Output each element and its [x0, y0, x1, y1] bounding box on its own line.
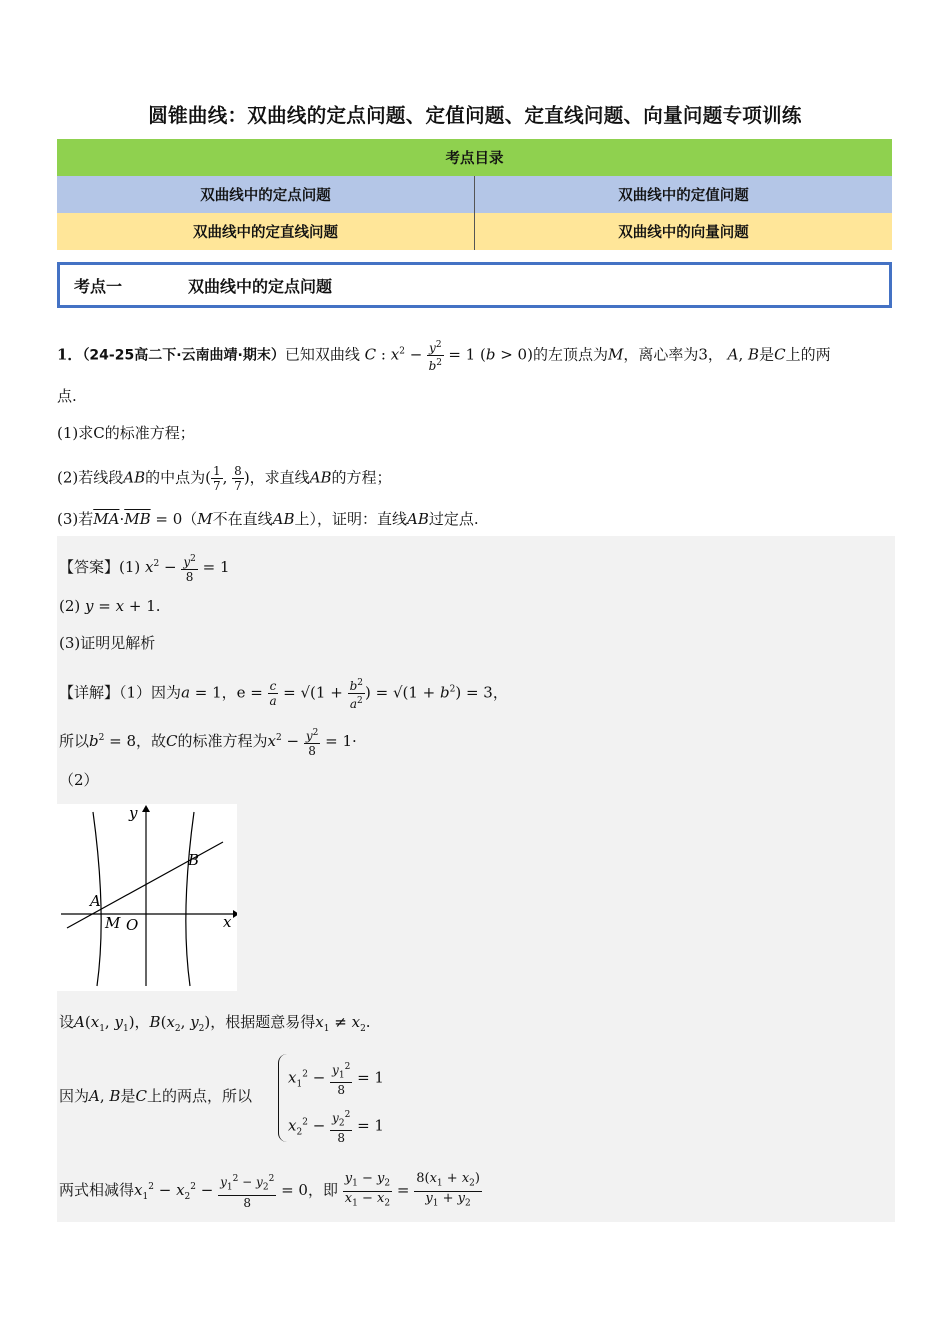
- section-header: [57, 262, 892, 308]
- page-title: 圆锥曲线：双曲线的定点问题、定值问题、定直线问题、向量问题专项训练: [148, 104, 802, 127]
- system-eq-2: $x_2^2$ − $\frac{y_2^2}{8}$ = 1: [288, 1110, 384, 1146]
- section-name: 双曲线中的定点问题: [188, 276, 333, 296]
- label-o: O: [126, 916, 139, 934]
- answer-1: 【答案】(1) $x^2$ − $\frac{y^2}{8}$ = 1: [59, 554, 230, 584]
- question-3: (3)若$\overline{MA}\cdot\overline{MB} = 0(M$不在直线AB上），证明：直线AB过定点.: [57, 510, 479, 528]
- hyperbola-figure: [57, 804, 237, 991]
- figure-background: [57, 804, 237, 991]
- detail-line-subtract: 两式相减得$x_1^2 - x_2^2$ − $\frac{y_1^2 - y_2^2}{8}$ = 0，即 $\frac{y_1 - y_2}{x_1 - x_2}$ = $\frac{8(x_1 + x_2)}{y_1 + y_2}$: [59, 1171, 480, 1210]
- problem-line-1: 1．（24-25高二下·云南曲靖·期末）已知双曲线 C : $x^2$ − $\frac{y^2}{b^2}$ = 1 (b > 0)的左顶点为M，离心率为3， A, B是C上的两: [57, 340, 831, 373]
- detail-line-because: 因为A, B是C上的两点，所以: [59, 1087, 252, 1105]
- system-eq-1: $x_1^2$ − $\frac{y_1^2}{8}$ = 1: [288, 1062, 384, 1098]
- detail-line-2: 所以$b^2 = 8$，故C的标准方程为$x^2$ − $\frac{y^2}{8}$ = 1·: [59, 728, 357, 758]
- system-brace: [278, 1054, 287, 1142]
- question-1: (1)求C的标准方程；: [57, 424, 195, 442]
- toc-item-vector[interactable]: 双曲线中的向量问题: [474, 213, 892, 250]
- label-m: M: [105, 914, 121, 932]
- label-b: B: [188, 851, 200, 869]
- answer-3: (3)证明见解析: [59, 634, 156, 652]
- label-x: x: [223, 913, 232, 931]
- label-a: A: [90, 892, 101, 910]
- question-2: (2)若线段AB的中点为( $\frac{1}{7}$ , $\frac{8}{7}$ )，求直线AB的方程；: [57, 464, 392, 493]
- toc-item-fixed-line[interactable]: 双曲线中的定直线问题: [193, 225, 338, 241]
- label-y: y: [129, 804, 138, 822]
- section-label: 考点一: [74, 276, 123, 296]
- problem-line-2: 点.: [57, 387, 77, 405]
- toc-item-fixed-value[interactable]: 双曲线中的定值问题: [474, 176, 892, 213]
- detail-line-set: 设$A(x_1$, $y_1$)，$B(x_2$, $y_2$)，根据题意易得$x_1 \ne x_2$.: [59, 1013, 371, 1034]
- answer-2: (2) y = x + 1.: [59, 597, 161, 615]
- toc-table: [57, 139, 892, 250]
- detail-line-1: 【详解】（1）因为a = 1，e = $\frac{c}{a}$ = √(1 + $\frac{b^2}{a^2}$ ) = $√(1 + b^2) = 3$，: [59, 678, 508, 711]
- toc-item-fixed-point[interactable]: 双曲线中的定点问题: [200, 188, 331, 204]
- toc-header: 考点目录: [57, 139, 892, 176]
- detail-line-3: （2）: [59, 771, 99, 789]
